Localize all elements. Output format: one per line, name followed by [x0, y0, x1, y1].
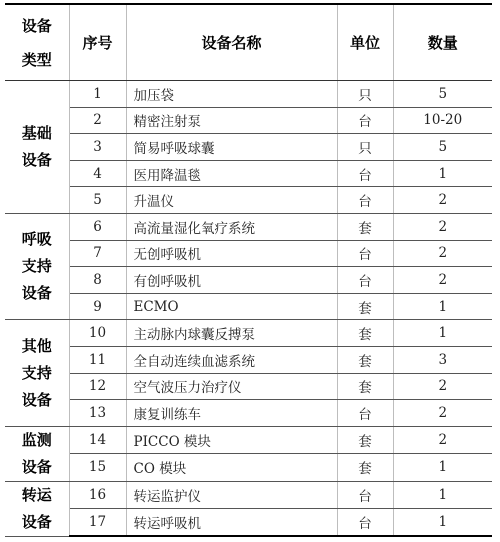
- row-device-name: 转运呼吸机: [126, 508, 337, 536]
- row-device-name: 有创呼吸机: [126, 267, 337, 294]
- row-quantity: 2: [393, 240, 492, 267]
- table-row: [5, 134, 492, 161]
- row-quantity: 2: [393, 267, 492, 294]
- equipment-table: [5, 3, 492, 537]
- header-serial-no: 序号: [69, 4, 126, 81]
- row-quantity: 1: [393, 160, 492, 187]
- row-device-name: 医用降温毯: [126, 160, 337, 187]
- table-row: [5, 187, 492, 214]
- table-row: [5, 320, 492, 347]
- table-row: [5, 508, 492, 536]
- table-row: [5, 107, 492, 134]
- row-unit: 台: [337, 267, 393, 294]
- header-device-type: [5, 4, 69, 81]
- category-resp-line2: 支持: [21, 257, 52, 276]
- row-unit: 套: [337, 454, 393, 482]
- row-device-name: 康复训练车: [126, 400, 337, 427]
- row-serial-no: 1: [69, 81, 126, 108]
- row-serial-no: 13: [69, 400, 126, 427]
- table-row: [5, 293, 492, 320]
- row-unit: 台: [337, 508, 393, 536]
- header-device-type-line1: 设备: [21, 16, 52, 35]
- row-unit: 套: [337, 373, 393, 400]
- header-quantity: 数量: [393, 4, 492, 81]
- table-row: [5, 454, 492, 482]
- row-unit: 台: [337, 160, 393, 187]
- category-transport-line1: 转运: [21, 485, 52, 504]
- category-basic-line1: 基础: [21, 123, 52, 142]
- row-serial-no: 2: [69, 107, 126, 134]
- row-device-name: PICCO 模块: [126, 426, 337, 454]
- table-row: [5, 400, 492, 427]
- row-serial-no: 12: [69, 373, 126, 400]
- row-unit: 台: [337, 240, 393, 267]
- category-monitor-line2: 设备: [21, 457, 52, 476]
- row-device-name: 主动脉内球囊反搏泵: [126, 320, 337, 347]
- category-resp-line1: 呼吸: [21, 230, 52, 249]
- table-row: [5, 481, 492, 508]
- row-device-name: 加压袋: [126, 81, 337, 108]
- row-quantity: 5: [393, 81, 492, 108]
- row-serial-no: 14: [69, 426, 126, 454]
- table-row: [5, 267, 492, 294]
- row-quantity: 2: [393, 213, 492, 240]
- row-unit: 套: [337, 426, 393, 454]
- table-row: [5, 373, 492, 400]
- row-unit: 台: [337, 107, 393, 134]
- row-unit: 套: [337, 293, 393, 320]
- row-serial-no: 8: [69, 267, 126, 294]
- row-device-name: 空气波压力治疗仪: [126, 373, 337, 400]
- row-serial-no: 4: [69, 160, 126, 187]
- row-serial-no: 5: [69, 187, 126, 214]
- header-row: [5, 4, 492, 81]
- category-respiratory-support: [5, 213, 69, 319]
- table-row: [5, 213, 492, 240]
- row-unit: 台: [337, 400, 393, 427]
- row-serial-no: 9: [69, 293, 126, 320]
- row-quantity: 2: [393, 400, 492, 427]
- row-serial-no: 11: [69, 346, 126, 373]
- row-serial-no: 6: [69, 213, 126, 240]
- category-other-line1: 其他: [21, 336, 52, 355]
- row-device-name: 简易呼吸球囊: [126, 134, 337, 161]
- category-basic-line2: 设备: [21, 150, 52, 169]
- row-quantity: 10-20: [393, 107, 492, 134]
- category-transport-line2: 设备: [21, 512, 52, 531]
- row-unit: 只: [337, 81, 393, 108]
- row-device-name: 转运监护仪: [126, 481, 337, 508]
- table-body: [5, 81, 492, 537]
- row-unit: 台: [337, 187, 393, 214]
- category-transport: [5, 481, 69, 536]
- header-device-type-line2: 类型: [21, 50, 52, 69]
- row-serial-no: 10: [69, 320, 126, 347]
- row-device-name: 升温仪: [126, 187, 337, 214]
- row-quantity: 5: [393, 134, 492, 161]
- row-quantity: 2: [393, 373, 492, 400]
- row-unit: 台: [337, 481, 393, 508]
- row-quantity: 1: [393, 293, 492, 320]
- table-row: [5, 81, 492, 108]
- row-device-name: ECMO: [126, 293, 337, 320]
- category-other-line2: 支持: [21, 363, 52, 382]
- row-device-name: CO 模块: [126, 454, 337, 482]
- row-unit: 套: [337, 346, 393, 373]
- row-quantity: 1: [393, 320, 492, 347]
- category-other-support: [5, 320, 69, 426]
- row-quantity: 1: [393, 454, 492, 482]
- row-unit: 套: [337, 320, 393, 347]
- category-monitoring: [5, 426, 69, 481]
- row-device-name: 全自动连续血滤系统: [126, 346, 337, 373]
- row-serial-no: 3: [69, 134, 126, 161]
- row-serial-no: 15: [69, 454, 126, 482]
- row-quantity: 2: [393, 426, 492, 454]
- row-device-name: 精密注射泵: [126, 107, 337, 134]
- table-row: [5, 346, 492, 373]
- category-resp-line3: 设备: [21, 284, 52, 303]
- category-other-line3: 设备: [21, 390, 52, 409]
- table-row: [5, 160, 492, 187]
- row-unit: 只: [337, 134, 393, 161]
- row-device-name: 高流量湿化氧疗系统: [126, 213, 337, 240]
- row-device-name: 无创呼吸机: [126, 240, 337, 267]
- table-row: [5, 426, 492, 454]
- table-row: [5, 240, 492, 267]
- row-serial-no: 7: [69, 240, 126, 267]
- row-serial-no: 16: [69, 481, 126, 508]
- row-quantity: 1: [393, 481, 492, 508]
- row-serial-no: 17: [69, 508, 126, 536]
- table-header: [5, 4, 492, 81]
- header-unit: 单位: [337, 4, 393, 81]
- category-basic: [5, 81, 69, 214]
- row-quantity: 2: [393, 187, 492, 214]
- row-quantity: 3: [393, 346, 492, 373]
- category-monitor-line1: 监测: [21, 430, 52, 449]
- row-quantity: 1: [393, 508, 492, 536]
- header-device-name: 设备名称: [126, 4, 337, 81]
- row-unit: 套: [337, 213, 393, 240]
